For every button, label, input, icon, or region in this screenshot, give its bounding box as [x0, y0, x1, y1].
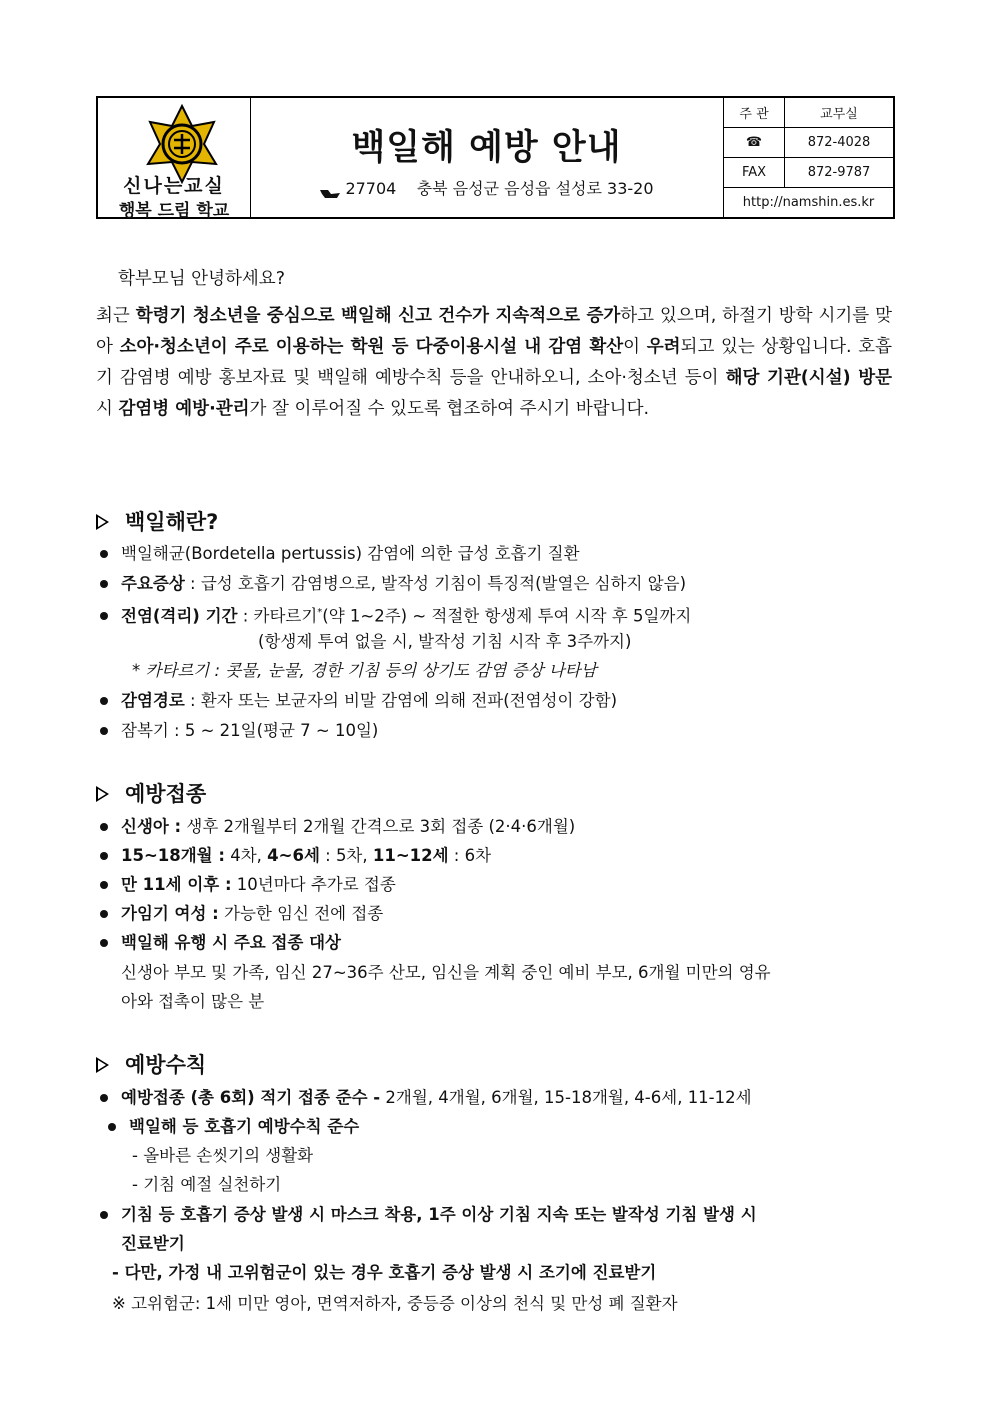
- list-item: [96, 841, 892, 870]
- list-item-label: 15~18개월 :: [121, 846, 225, 865]
- contact-row: [724, 128, 894, 158]
- list-item: [96, 928, 892, 957]
- greeting: 학부모님 안녕하세요?: [118, 269, 285, 289]
- bullet-icon: [100, 1094, 108, 1102]
- section-title: 백일해란?: [125, 510, 219, 534]
- intro-text: 이: [623, 337, 647, 357]
- list-item: [96, 899, 892, 928]
- logo-slogan-2: 행복 드림 학교: [118, 201, 230, 221]
- triangle-bullet-icon: [96, 514, 109, 530]
- list-item-label: 주요증상: [121, 574, 185, 593]
- bullet-icon: [100, 1211, 108, 1219]
- list-item-text: 10년마다 추가로 접종: [231, 875, 396, 894]
- list-item-text: : 급성 호흡기 감염병으로, 발작성 기침이 특징적(발열은 심하지 않음): [184, 574, 687, 593]
- list-item-text: 백일해균(Bordetella pertussis) 감염에 의한 급성 호흡기 질환: [121, 544, 580, 563]
- list-item-text: 생후 2개월부터 2개월 간격으로 3회 접종 (2·4·6개월): [181, 817, 576, 836]
- footnote-mark: *: [317, 607, 323, 618]
- list-item: [96, 539, 892, 568]
- intro-text: 가 잘 이루어질 수 있도록 협조하여 주시기 바랍니다.: [249, 399, 650, 419]
- section-title: 예방접종: [125, 782, 207, 806]
- list-item-label: 전염(격리) 기간: [121, 606, 238, 626]
- footnote: ※ 고위험군: 1세 미만 영아, 면역저하자, 중등증 이상의 천식 및 만성 폐 질환자: [112, 1294, 678, 1313]
- document-title: 백일해 예방 안내: [351, 128, 622, 168]
- list-item: [96, 870, 892, 899]
- bullet-icon: [100, 580, 108, 588]
- contact-value: 교무실: [785, 98, 894, 128]
- bullet-icon: [108, 1123, 116, 1131]
- website-link[interactable]: http://namshin.es.kr: [742, 195, 875, 210]
- footnote: * 카타르기 : 콧물, 눈물, 경한 기침 등의 상기도 감염 증상 나타남: [132, 661, 597, 680]
- intro-text: 최근: [96, 306, 136, 326]
- contact-value: 872-9787: [785, 158, 894, 188]
- list-item-subtext: 아와 접촉이 많은 분: [121, 992, 265, 1011]
- section-title: 예방수칙: [125, 1053, 207, 1077]
- postal-mark-icon: [319, 184, 341, 196]
- intro-emphasis: 감염병 예방·관리: [118, 399, 250, 419]
- intro-emphasis: 소아·청소년이 주로 이용하는 학원 등 다중이용시설 내 감염 확산: [119, 337, 624, 357]
- bullet-icon: [100, 910, 108, 918]
- list-item-text: 잠복기 : 5 ~ 21일(평균 7 ~ 10일): [121, 721, 379, 740]
- list-item-label: 백일해 유행 시 주요 접종 대상: [121, 933, 341, 952]
- school-logo-cell: [98, 98, 251, 221]
- list-item: [96, 598, 892, 631]
- list-item-text: 가능한 임신 전에 접종: [218, 904, 384, 923]
- list-item-subtext: (항생제 투여 없을 시, 발작성 기침 시작 후 3주까지): [258, 632, 632, 651]
- intro-paragraph: [96, 301, 892, 425]
- contact-row: [724, 98, 894, 128]
- logo-slogan-1: 신나는교실: [123, 175, 225, 197]
- list-item-label: 예방접종 (총 6회) 적기 접종 준수 -: [121, 1088, 381, 1107]
- triangle-bullet-icon: [96, 786, 109, 802]
- section-heading-vaccination: [96, 778, 206, 808]
- bullet-icon: [100, 939, 108, 947]
- list-item-label: 백일해 등 호흡기 예방수칙 준수: [129, 1117, 360, 1136]
- triangle-bullet-icon: [96, 1057, 109, 1073]
- list-item: [96, 1200, 892, 1229]
- bullet-icon: [100, 697, 108, 705]
- contact-table: [723, 98, 893, 217]
- bullet-icon: [100, 881, 108, 889]
- list-item-text: : 6차: [448, 846, 492, 865]
- bullet-icon: [100, 823, 108, 831]
- section-heading-prevention-rules: [96, 1049, 206, 1079]
- list-item-subtext: - 올바른 손씻기의 생활화: [132, 1146, 314, 1165]
- list-item: [96, 812, 892, 841]
- intro-text: 하고 있으며, 하절기 방학 시기를 맞아: [96, 306, 892, 357]
- intro-emphasis: 해당 기관(시설) 방문: [725, 368, 892, 388]
- bullet-icon: [100, 550, 108, 558]
- list-item-subtext: 신생아 부모 및 가족, 임신 27~36주 산모, 임신을 계획 중인 예비 부모, 6개월 미만의 영유: [121, 963, 771, 982]
- list-item-text: : 환자 또는 보균자의 비말 감염에 의해 전파(전염성이 강함): [184, 691, 617, 710]
- address-text: 충북 음성군 음성읍 설성로 33-20: [416, 179, 654, 198]
- list-item-subtext: - 기침 예절 실천하기: [132, 1175, 282, 1194]
- list-item-label: 신생아 :: [121, 817, 182, 836]
- list-item: [96, 1083, 892, 1112]
- list-item: [104, 1112, 900, 1141]
- school-address: [250, 176, 723, 199]
- bullet-icon: [100, 727, 108, 735]
- contact-row: [724, 158, 894, 188]
- list-item-label: 4~6세: [267, 846, 320, 865]
- list-item-text: : 5차,: [319, 846, 373, 865]
- list-item-label: 감염경로: [121, 691, 185, 710]
- list-item: [96, 686, 892, 715]
- contact-key: 주 관: [724, 98, 785, 128]
- list-item-text: (약 1~2주) ~ 적절한 항생제 투여 시작 후 5일까지: [322, 606, 692, 626]
- list-item-label: 11~12세: [372, 846, 449, 865]
- letterhead: [96, 96, 895, 219]
- intro-emphasis: 우려: [646, 337, 681, 357]
- list-item-subtext: - 다만, 가정 내 고위험군이 있는 경우 호흡기 증상 발생 시 조기에 진료받기: [112, 1263, 657, 1282]
- list-item-text: : 카타르기: [237, 606, 318, 626]
- list-item: [96, 569, 892, 598]
- section-heading-pertussis: [96, 506, 218, 536]
- intro-text: 되고 있는 상황입니다. 호흡기 감염병 예방 홍보자료 및 백일해 예방수칙 등을 안내하오니, 소아·청소년 등이: [96, 337, 893, 388]
- contact-row: [724, 188, 894, 218]
- bullet-icon: [100, 612, 108, 620]
- title-cell: [250, 98, 723, 217]
- intro-text: 시: [96, 399, 119, 419]
- contact-key: FAX: [724, 158, 785, 188]
- intro-emphasis: 학령기 청소년을 중심으로 백일해 신고 건수가 지속적으로 증가: [135, 306, 621, 326]
- list-item-text: 2개월, 4개월, 6개월, 15-18개월, 4-6세, 11-12세: [380, 1088, 752, 1107]
- list-item-text: 4차,: [224, 846, 268, 865]
- phone-icon: ☎: [724, 128, 785, 158]
- list-item-subtext: 진료받기: [121, 1234, 185, 1253]
- list-item-label: 만 11세 이후 :: [121, 875, 232, 894]
- bullet-icon: [100, 852, 108, 860]
- postal-code: 27704: [345, 179, 397, 198]
- list-item-label: 가임기 여성 :: [121, 904, 219, 923]
- contact-value: 872-4028: [785, 128, 894, 158]
- list-item-text: 기침 등 호흡기 증상 발생 시 마스크 착용, 1주 이상 기침 지속 또는 발작성 기침 발생 시: [121, 1205, 757, 1224]
- list-item: [96, 716, 892, 745]
